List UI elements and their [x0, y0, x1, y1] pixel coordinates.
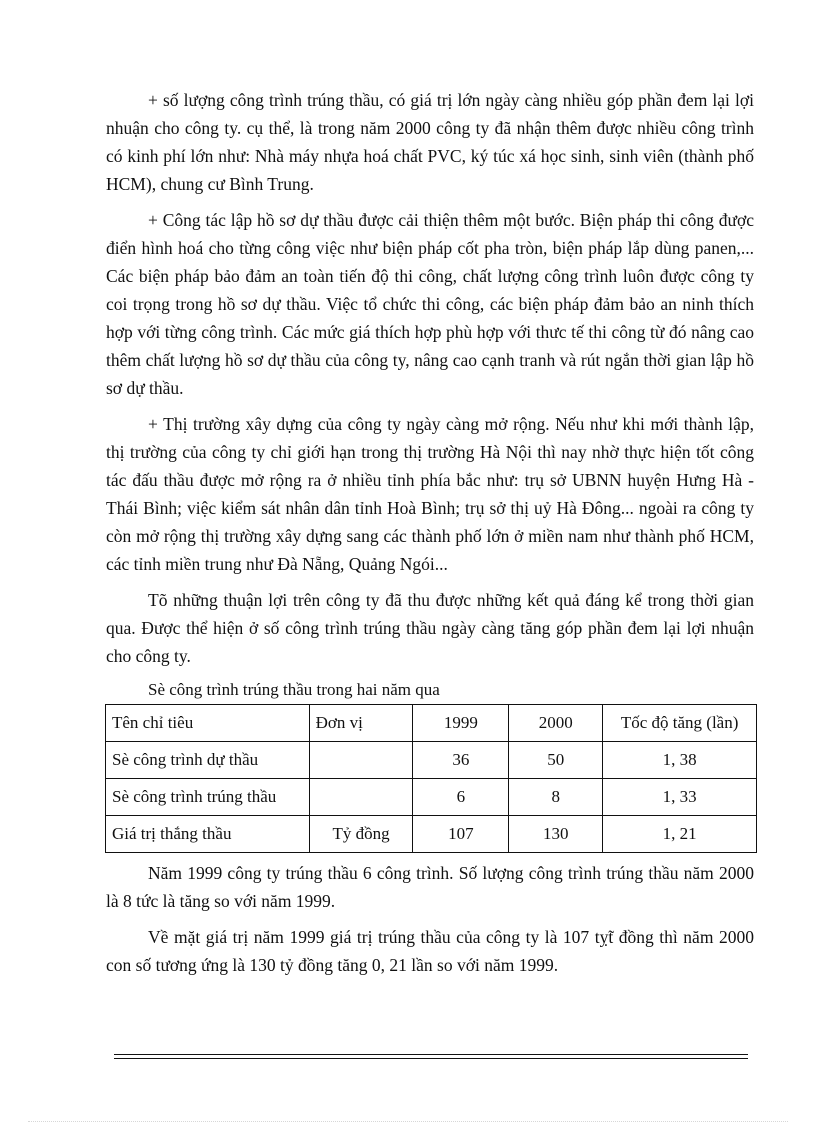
paragraph-results: Tõ những thuận lợi trên công ty đã thu được những kết quả đáng kể trong thời gian qua. Được thể hiện ở số công trình trúng thầu ngày càng tăng góp phần đem lại lợi nhuận cho công ty.	[106, 590, 754, 666]
table-cell: Sè công trình dự thầu	[106, 742, 310, 779]
table-cell: 50	[509, 742, 603, 779]
table-cell: 130	[509, 816, 603, 853]
table-cell: Giá trị thắng thầu	[106, 816, 310, 853]
header-indicator-name: Tên chỉ tiêu	[106, 705, 310, 742]
header-unit: Đơn vị	[309, 705, 413, 742]
header-growth-rate: Tốc độ tăng (lần)	[603, 705, 757, 742]
page-content	[106, 86, 754, 987]
header-year-2000: 2000	[509, 705, 603, 742]
header-year-1999: 1999	[413, 705, 509, 742]
paragraph-contract-value-summary: Về mặt giá trị năm 1999 giá trị trúng thầu của công ty là 107 tỵ̃t đồng thì năm 2000 con số tương ứng là 130 tỷ đồng tăng 0, 21 lần so với năm 1999.	[106, 927, 754, 975]
table-cell	[309, 779, 413, 816]
paragraph-contract-count-summary: Năm 1999 công ty trúng thầu 6 công trình. Số lượng công trình trúng thầu năm 2000 là 8 tức là tăng so với năm 1999.	[106, 863, 754, 911]
paragraph-market-expansion: + Thị trường xây dựng của công ty ngày càng mở rộng. Nếu như khi mới thành lập, thị trường của công ty chỉ giới hạn trong thị trường Hà Nội thì nay nhờ thực hiện tốt công tác đấu thầu được mở rộng ra ở nhiều tỉnh phía bắc như: trụ sở UBNN huyện Hưng Hà - Thái Bình; việc kiểm sát nhân dân tỉnh Hoà Bình; trụ sở thị uỷ Hà Đông... ngoài ra công ty còn mở rộng thị trường xây dựng sang các thành phố lớn ở miền nam như thành phố HCM, các tỉnh miền trung như Đà Nẵng, Quảng Ngói...	[106, 414, 754, 574]
table-cell: Tỷ đồng	[309, 816, 413, 853]
table-cell: 1, 21	[603, 816, 757, 853]
table-cell: 36	[413, 742, 509, 779]
paragraph-contracts-won: + số lượng công trình trúng thầu, có giá trị lớn ngày càng nhiều góp phần đem lại lợi nhuận cho công ty. cụ thể, là trong năm 2000 công ty đã nhận thêm được nhiều công trình có kinh phí lớn như: Nhà máy nhựa hoá chất PVC, ký túc xá học sinh, sinh viên (thành phố HCM), chung cư Bình Trung.	[106, 90, 754, 194]
table-cell	[309, 742, 413, 779]
table-cell: 107	[413, 816, 509, 853]
table-row	[106, 742, 757, 779]
footer-rule-bottom	[114, 1058, 748, 1059]
table-caption: Sè công trình trúng thầu trong hai năm qua	[148, 680, 440, 699]
table-header-row	[106, 705, 757, 742]
table-cell: 8	[509, 779, 603, 816]
footer-rule-top	[114, 1054, 748, 1055]
paragraph-bid-preparation: + Công tác lập hồ sơ dự thầu được cải thiện thêm một bước. Biện pháp thi công được điển hình hoá cho từng công việc như biện pháp cốt pha tròn, biện pháp lắp dùng panen,... Các biện pháp bảo đảm an toàn tiến độ thi công, chất lượng công trình luôn được công ty coi trọng trong hồ sơ dự thầu. Việc tổ chức thi công, các biện pháp đảm bảo an ninh thích hợp với từng công trình. Các mức giá thích hợp phù hợp với thưc tế thi công từ đó nâng cao thêm chất lượng hồ sơ dự thầu của công ty, nâng cao cạnh tranh và rút ngắn thời gian lập hồ sơ dự thầu.	[106, 210, 754, 398]
table-row	[106, 779, 757, 816]
table-row	[106, 816, 757, 853]
table-cell: Sè công trình trúng thầu	[106, 779, 310, 816]
table-cell: 1, 38	[603, 742, 757, 779]
page-bottom-dotted-border	[28, 1121, 788, 1122]
table-cell: 6	[413, 779, 509, 816]
results-table	[105, 704, 757, 853]
table-cell: 1, 33	[603, 779, 757, 816]
